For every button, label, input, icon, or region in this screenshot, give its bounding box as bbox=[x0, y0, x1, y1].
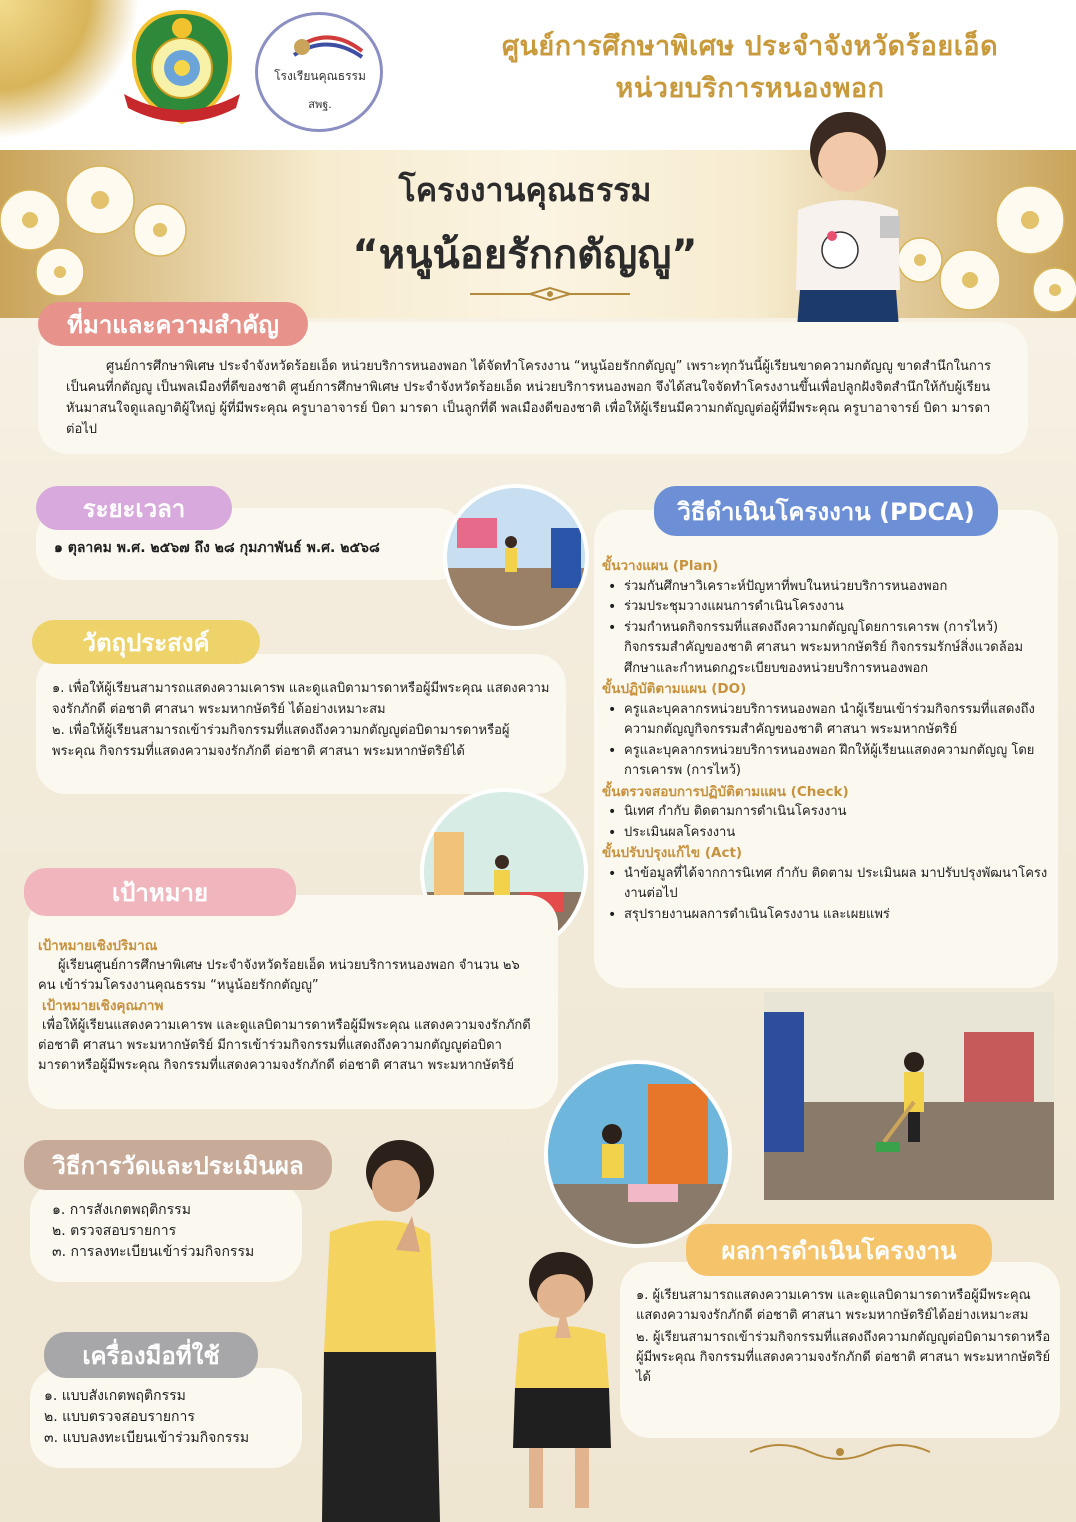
school-name-line2: หน่วยบริการหนองพอก bbox=[615, 73, 885, 104]
flower-decoration-left bbox=[0, 160, 230, 300]
evaluation-label: วิธีการวัดและประเมินผล bbox=[24, 1140, 332, 1190]
results-list bbox=[636, 1286, 1056, 1388]
moral-school-logo-text: โรงเรียนคุณธรรม bbox=[274, 69, 366, 83]
duration-text: ๑ ตุลาคม พ.ศ. ๒๕๖๗ ถึง ๒๘ กุมภาพันธ์ พ.ศ. ๒๕๖๘ bbox=[54, 540, 380, 556]
quantitative-goal-heading: เป้าหมายเชิงปริมาณ bbox=[38, 938, 158, 954]
student-cleaning-desk-photo bbox=[544, 1060, 732, 1248]
act-list bbox=[602, 864, 1048, 926]
do-heading: ขั้นปฏิบัติตามแผน (DO) bbox=[602, 681, 747, 697]
pdca-label: วิธีดำเนินโครงงาน (PDCA) bbox=[654, 486, 998, 536]
tools-list bbox=[44, 1386, 304, 1449]
project-name: “หนูน้อยรักกตัญญู” bbox=[352, 232, 698, 278]
school-name-line1: ศูนย์การศึกษาพิเศษ ประจำจังหวัดร้อยเอ็ด bbox=[501, 31, 999, 62]
tool-item: ๓. แบบลงทะเบียนเข้าร่วมกิจกรรม bbox=[44, 1430, 250, 1446]
plan-item: • ร่วมกันศึกษาวิเคราะห์ปัญหาที่พบในหน่วยบริการหนองพอก bbox=[602, 577, 1048, 598]
goals-text bbox=[38, 936, 538, 1076]
moral-school-logo-subtext: สพฐ. bbox=[308, 98, 332, 111]
students-sweeping-photo bbox=[764, 992, 1054, 1200]
do-item: • ครูและบุคลากรหน่วยบริการหนองพอก นำผู้เรียนเข้าร่วมกิจกรรมที่แสดงถึงความกตัญญูกิจกรรมสำคัญของชาติ ศาสนา พระมหากษัตริย์ bbox=[602, 700, 1048, 741]
pdca-steps bbox=[602, 556, 1048, 925]
plan-item: • ร่วมประชุมวางแผนการดำเนินโครงงาน bbox=[602, 597, 1048, 618]
bottom-ornament bbox=[740, 1438, 940, 1466]
evaluation-item: ๓. การลงทะเบียนเข้าร่วมกิจกรรม bbox=[52, 1244, 255, 1260]
qualitative-goal-heading: เป้าหมายเชิงคุณภาพ bbox=[42, 998, 164, 1014]
school-name bbox=[430, 26, 1070, 110]
child-wai-gesture-photo bbox=[505, 1238, 620, 1522]
objective-item: ๒. เพื่อให้ผู้เรียนสามารถเข้าร่วมกิจกรรมที่แสดงถึงความกตัญญูต่อบิดามารดาหรือผู้พระคุณ กิจกรรมที่แสดงความจงรักภักดี ต่อชาติ ศาสนา พระมหากษัตริย์ได้ bbox=[52, 723, 510, 759]
objectives-label: วัตถุประสงค์ bbox=[32, 620, 260, 664]
child-holding-cup-photo bbox=[760, 100, 935, 345]
duration-label: ระยะเวลา bbox=[36, 486, 232, 530]
tool-item: ๒. แบบตรวจสอบรายการ bbox=[44, 1409, 195, 1425]
background-text: ศูนย์การศึกษาพิเศษ ประจำจังหวัดร้อยเอ็ด หน่วยบริการหนองพอก ได้จัดทำโครงงาน “หนูน้อยรักกตัญญู” เพราะทุกวันนี้ผู้เรียนขาดความกตัญญู ขาดสำนึกในการเป็นคนที่กตัญญู เป็นพลเมืองที่ดีของชาติ ศูนย์การศึกษาพิเศษ ประจำจังหวัดร้อยเอ็ด หน่วยบริการหนองพอก จึงได้สนใจจัดทำโครงงานขึ้นเพื่อปลูกฝังจิตสำนึกให้กับผู้เรียน หันมาสนใจดูแลญาติผู้ใหญ่ ผู้ที่มีพระคุณ ครูบาอาจารย์ บิดา มารดา เป็นลูกที่ดี พลเมืองดีของชาติ เพื่อให้ผู้เรียนมีความกตัญญูต่อผู้ที่มีพระคุณ ครูบาอาจารย์ บิดา มารดา ต่อไป bbox=[66, 359, 991, 437]
do-list bbox=[602, 700, 1048, 782]
check-list bbox=[602, 802, 1048, 843]
tools-label: เครื่องมือที่ใช้ bbox=[44, 1332, 258, 1378]
act-item: • นำข้อมูลที่ได้จากการนิเทศ กำกับ ติดตาม ประเมินผล มาปรับปรุงพัฒนาโครงงานต่อไป bbox=[602, 864, 1048, 905]
evaluation-item: ๑. การสังเกตพฤติกรรม bbox=[52, 1202, 191, 1218]
evaluation-list bbox=[52, 1200, 302, 1263]
background-label: ที่มาและความสำคัญ bbox=[38, 302, 308, 346]
plan-heading: ขั้นวางแผน (Plan) bbox=[602, 558, 719, 574]
plan-list bbox=[602, 577, 1048, 680]
gold-corner-decoration bbox=[0, 0, 140, 140]
objective-item: ๑. เพื่อให้ผู้เรียนสามารถแสดงความเคารพ และดูแลบิดามารดาหรือผู้มีพระคุณ แสดงความจงรักภักดี ต่อชาติ ศาสนา พระมหากษัตริย์ ได้อย่างเหมาะสม bbox=[52, 681, 550, 717]
school-emblem-logo bbox=[120, 8, 244, 126]
quantitative-goal-text: ผู้เรียนศูนย์การศึกษาพิเศษ ประจำจังหวัดร้อยเอ็ด หน่วยบริการหนองพอก จำนวน ๒๖ คน เข้าร่วมโครงงานคุณธรรม “หนูน้อยรักกตัญญู” bbox=[38, 958, 520, 993]
check-item: • ประเมินผลโครงงาน bbox=[602, 823, 1048, 844]
qualitative-goal-text: เพื่อให้ผู้เรียนแสดงความเคารพ และดูแลบิดามารดาหรือผู้มีพระคุณ แสดงความจงรักภักดี ต่อชาติ ศาสนา พระมหากษัตริย์ มีการเข้าร่วมกิจกรรมที่แสดงถึงความกตัญญูต่อบิดามารดาหรือผู้มีพระคุณ กิจกรรมที่แสดงความจงรักภักดี ต่อชาติ ศาสนา พระมหากษัตริย์ bbox=[38, 1018, 531, 1073]
divider-ornament bbox=[470, 286, 630, 302]
evaluation-item: ๒. ตรวจสอบรายการ bbox=[52, 1223, 177, 1239]
act-heading: ขั้นปรับปรุงแก้ไข (Act) bbox=[602, 845, 743, 861]
result-item: ๑. ผู้เรียนสามารถแสดงความเคารพ และดูแลบิดามารดาหรือผู้มีพระคุณ แสดงความจงรักภักดี ต่อชาติ ศาสนา พระมหากษัตริย์ได้อย่างเหมาะสม bbox=[636, 1288, 1031, 1323]
check-heading: ขั้นตรวจสอบการปฏิบัติตามแผน (Check) bbox=[602, 783, 849, 800]
results-label: ผลการดำเนินโครงงาน bbox=[686, 1224, 992, 1276]
moral-school-logo bbox=[255, 12, 383, 132]
do-item: • ครูและบุคลากรหน่วยบริการหนองพอก ฝึกให้ผู้เรียนแสดงความกตัญญู โดยการเคารพ (การไหว้) bbox=[602, 741, 1048, 782]
check-item: • นิเทศ กำกับ ติดตามการดำเนินโครงงาน bbox=[602, 802, 1048, 823]
tool-item: ๑. แบบสังเกตพฤติกรรม bbox=[44, 1388, 186, 1404]
banner-title: โครงงานคุณธรรม bbox=[398, 171, 652, 209]
student-mopping-floor-photo bbox=[443, 484, 589, 630]
goals-label: เป้าหมาย bbox=[24, 868, 296, 916]
teacher-wai-gesture-photo bbox=[300, 1132, 460, 1522]
act-item: • สรุปรายงานผลการดำเนินโครงงาน และเผยแพร่ bbox=[602, 905, 1048, 926]
objectives-list bbox=[52, 678, 552, 762]
plan-item: • ร่วมกำหนดกิจกรรมที่แสดงถึงความกตัญญูโดยการเคารพ (การไหว้) กิจกรรมสำคัญของชาติ ศาสนา พระมหากษัตริย์ กิจกรรมรักษ์สิ่งแวดล้อม ศึกษาและกำหนดกฎระเบียบของหน่วยบริการหนองพอก bbox=[602, 618, 1048, 680]
result-item: ๒. ผู้เรียนสามารถเข้าร่วมกิจกรรมที่แสดงถึงความกตัญญูต่อบิดามารดาหรือผู้มีพระคุณ กิจกรรมที่แสดงความจงรักภักดี ต่อชาติ ศาสนา พระมหากษัตริย์ได้ bbox=[636, 1330, 1051, 1385]
